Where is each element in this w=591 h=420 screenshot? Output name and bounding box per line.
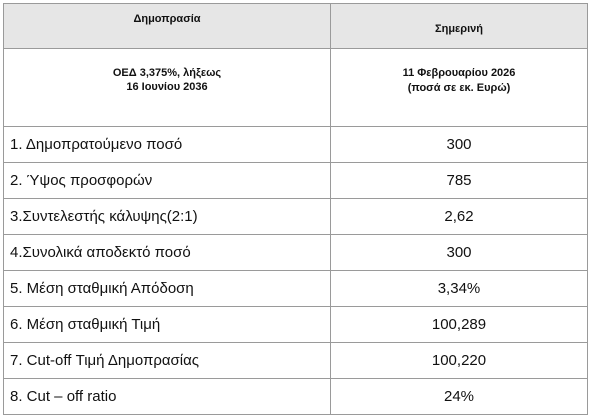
row-value: 785 [331,163,588,199]
table-row [4,379,588,415]
row-value: 24% [331,379,588,415]
table-row [4,163,588,199]
table-header-row [4,4,588,49]
auction-results-table [3,3,588,415]
row-label: 6. Μέση σταθμική Τιμή [4,307,331,343]
amount-units-note: (ποσά σε εκ. Ευρώ) [407,82,511,94]
table-row [4,199,588,235]
auction-date: 11 Φεβρουαρίου 2026 [402,67,516,79]
row-value: 2,62 [331,199,588,235]
row-value: 300 [331,235,588,271]
table-row [4,235,588,271]
table-row [4,307,588,343]
row-value: 100,220 [331,343,588,379]
row-label: 5. Μέση σταθμική Απόδοση [4,271,331,307]
row-label: 3.Συντελεστής κάλυψης(2:1) [4,199,331,235]
bond-description-cell [4,49,331,127]
row-value: 100,289 [331,307,588,343]
table-row [4,343,588,379]
row-label: 1. Δημοπρατούμενο ποσό [4,127,331,163]
table-row [4,127,588,163]
row-label: 4.Συνολικά αποδεκτό ποσό [4,235,331,271]
row-value: 3,34% [331,271,588,307]
bond-maturity: 16 Ιουνίου 2036 [126,81,208,93]
row-value: 300 [331,127,588,163]
row-label: 7. Cut-off Τιμή Δημοπρασίας [4,343,331,379]
row-label: 2. Ύψος προσφορών [4,163,331,199]
header-auction-cell: Δημοπρασία [4,4,331,49]
table-subheader-row [4,49,588,127]
table-row [4,271,588,307]
bond-name: ΟΕΔ 3,375%, λήξεως [112,67,222,79]
auction-date-cell [331,49,588,127]
header-today-cell: Σημερινή [331,4,588,49]
row-label: 8. Cut – off ratio [4,379,331,415]
